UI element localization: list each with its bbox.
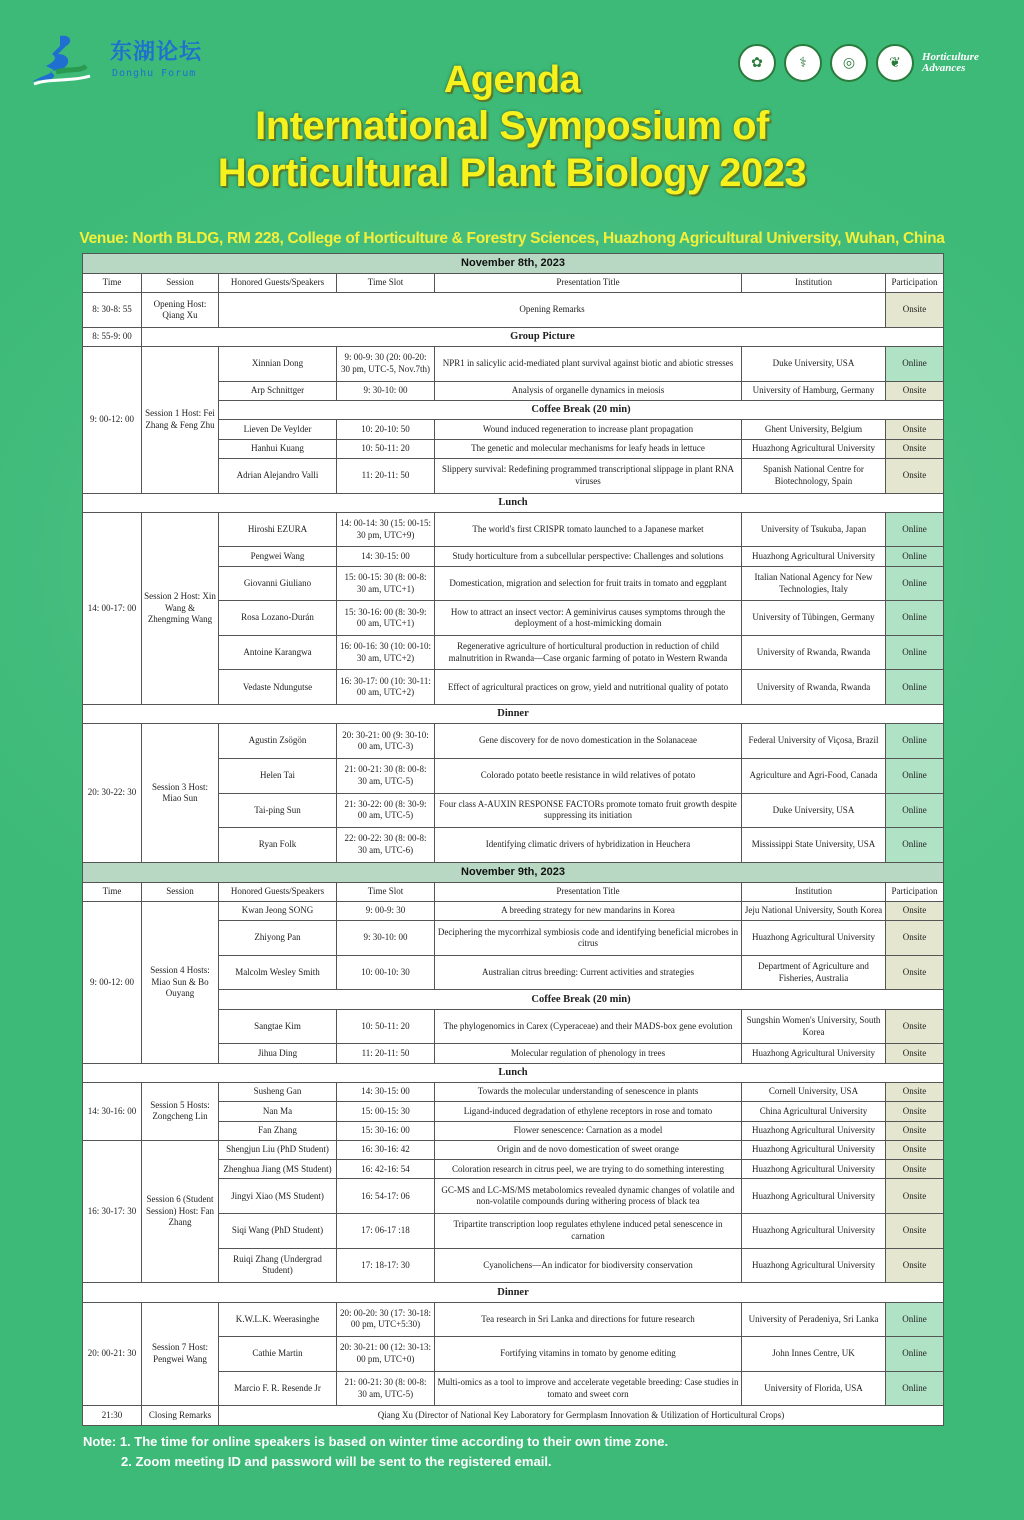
presentation-title: The phylogenomics in Carex (Cyperaceae) and their MADS-box gene evolution bbox=[435, 1009, 742, 1044]
institution: Ghent University, Belgium bbox=[742, 420, 886, 439]
time-cell: 21:30 bbox=[83, 1406, 142, 1426]
day-date: November 9th, 2023 bbox=[83, 862, 944, 882]
presentation-title: GC-MS and LC-MS/MS metabolomics revealed dynamic changes of volatile and non-volatile compounds during withering process of black tea bbox=[435, 1179, 742, 1214]
institution: Department of Agriculture and Fisheries, Australia bbox=[742, 955, 886, 990]
time-slot: 14: 30-15: 00 bbox=[337, 547, 435, 566]
speaker-name: Tai-ping Sun bbox=[219, 793, 337, 828]
institution: Jeju National University, South Korea bbox=[742, 902, 886, 921]
speaker-name: Pengwei Wang bbox=[219, 547, 337, 566]
institution: Huazhong Agricultural University bbox=[742, 547, 886, 566]
column-header: Participation bbox=[886, 882, 944, 901]
presentation-title: Wound induced regeneration to increase plant propagation bbox=[435, 420, 742, 439]
participation-badge: Onsite bbox=[886, 420, 944, 439]
presentation-title: Flower senescence: Carnation as a model bbox=[435, 1121, 742, 1140]
speaker-name: Nan Ma bbox=[219, 1102, 337, 1121]
participation-badge: Onsite bbox=[886, 293, 944, 328]
time-slot: 16: 30-17: 00 (10: 30-11: 00 am, UTC+2) bbox=[337, 670, 435, 705]
break-label: Coffee Break (20 min) bbox=[219, 990, 944, 1009]
speaker-name: Susheng Gan bbox=[219, 1082, 337, 1101]
notes bbox=[83, 1432, 943, 1482]
participation-badge: Onsite bbox=[886, 1082, 944, 1101]
venue: Venue: North BLDG, RM 228, College of Horticulture & Forestry Sciences, Huazhong Agricultural University, Wuhan, China bbox=[79, 230, 945, 247]
institution: University of Peradeniya, Sri Lanka bbox=[742, 1302, 886, 1337]
presentation-title: The genetic and molecular mechanisms for leafy heads in lettuce bbox=[435, 439, 742, 458]
session-time-cell: 14: 00-17: 00 bbox=[83, 512, 142, 704]
institution: Huazhong Agricultural University bbox=[742, 1121, 886, 1140]
logo-english-text: Donghu Forum bbox=[112, 68, 197, 79]
institution: University of Tübingen, Germany bbox=[742, 601, 886, 636]
presentation-title: Tripartite transcription loop regulates ethylene induced petal senescence in carnation bbox=[435, 1214, 742, 1249]
speaker-name: Fan Zhang bbox=[219, 1121, 337, 1140]
participation-badge: Onsite bbox=[886, 921, 944, 956]
time-slot: 20: 30-21: 00 (9: 30-10: 00 am, UTC-3) bbox=[337, 724, 435, 759]
title-line-3: Horticultural Plant Biology 2023 bbox=[217, 151, 807, 195]
speaker-name: Antoine Karangwa bbox=[219, 635, 337, 670]
session-name-cell: Session 1 Host: Fei Zhang & Feng Zhu bbox=[142, 347, 219, 493]
university-seal-icon: ✿ bbox=[738, 44, 776, 82]
participation-badge: Onsite bbox=[886, 1121, 944, 1140]
opening-row bbox=[83, 293, 944, 328]
closing-label: Qiang Xu (Director of National Key Laboratory for Germplasm Innovation & Utilization of Horticultural Crops) bbox=[219, 1406, 944, 1426]
talk-row bbox=[83, 1082, 944, 1101]
closing-row bbox=[83, 1406, 944, 1426]
time-slot: 16: 42-16: 54 bbox=[337, 1160, 435, 1179]
title-agenda: Agenda bbox=[443, 59, 581, 101]
institution: University of Rwanda, Rwanda bbox=[742, 635, 886, 670]
talk-row bbox=[83, 1140, 944, 1159]
speaker-name: Agustin Zsögön bbox=[219, 724, 337, 759]
presentation-title: Deciphering the mycorrhizal symbiosis code and identifying beneficial microbes in citrus bbox=[435, 921, 742, 956]
column-header: Time bbox=[83, 273, 142, 292]
speaker-name: Shengjun Liu (PhD Student) bbox=[219, 1140, 337, 1159]
break-row bbox=[83, 327, 944, 346]
presentation-title: Regenerative agriculture of horticultural production in reduction of child malnutrition in Rwanda—Case organic farming of potato in Western Rwanda bbox=[435, 635, 742, 670]
speaker-name: Adrian Alejandro Valli bbox=[219, 458, 337, 493]
column-header: Session bbox=[142, 273, 219, 292]
institution: Huazhong Agricultural University bbox=[742, 1214, 886, 1249]
column-header: Presentation Title bbox=[435, 273, 742, 292]
session-name-cell: Session 2 Host: Xin Wang & Zhengming Wang bbox=[142, 512, 219, 704]
session-name-cell: Session 6 (Student Session) Host: Fan Zhang bbox=[142, 1140, 219, 1282]
session-time-cell: 14: 30-16: 00 bbox=[83, 1082, 142, 1140]
time-slot: 9: 00-9: 30 (20: 00-20: 30 pm, UTC-5, Nov.7th) bbox=[337, 347, 435, 382]
time-slot: 14: 30-15: 00 bbox=[337, 1082, 435, 1101]
participation-badge: Online bbox=[886, 547, 944, 566]
participation-badge: Onsite bbox=[886, 1214, 944, 1249]
session-time-cell: 20: 30-22: 30 bbox=[83, 724, 142, 862]
participation-badge: Onsite bbox=[886, 1009, 944, 1044]
participation-badge: Online bbox=[886, 512, 944, 547]
speaker-name: Kwan Jeong SONG bbox=[219, 902, 337, 921]
time-slot: 15: 30-16: 00 (8: 30-9: 00 am, UTC+1) bbox=[337, 601, 435, 636]
presentation-title: Multi-omics as a tool to improve and accelerate vegetable breeding: Case studies in tomato and sweet corn bbox=[435, 1371, 742, 1406]
agenda-table-wrapper bbox=[82, 253, 943, 1426]
presentation-title: Ligand-induced degradation of ethylene receptors in rose and tomato bbox=[435, 1102, 742, 1121]
institution: Mississippi State University, USA bbox=[742, 828, 886, 863]
institution: Huazhong Agricultural University bbox=[742, 1160, 886, 1179]
session-name-cell: Session 3 Host: Miao Sun bbox=[142, 724, 219, 862]
time-slot: 17: 18-17: 30 bbox=[337, 1248, 435, 1283]
note-2: 2. Zoom meeting ID and password will be sent to the registered email. bbox=[121, 1454, 552, 1469]
institution: Agriculture and Agri-Food, Canada bbox=[742, 758, 886, 793]
session-cell: Closing Remarks bbox=[142, 1406, 219, 1426]
break-label: Group Picture bbox=[142, 327, 944, 346]
session-name-cell: Session 7 Host: Pengwei Wang bbox=[142, 1302, 219, 1406]
presentation-title: Gene discovery for de novo domestication in the Solanaceae bbox=[435, 724, 742, 759]
presentation-title: Colorado potato beetle resistance in wild relatives of potato bbox=[435, 758, 742, 793]
participation-badge: Online bbox=[886, 758, 944, 793]
participation-badge: Onsite bbox=[886, 458, 944, 493]
break-label: Coffee Break (20 min) bbox=[219, 401, 944, 420]
institution: University of Tsukuba, Japan bbox=[742, 512, 886, 547]
break-row bbox=[83, 1063, 944, 1082]
time-slot: 9: 00-9: 30 bbox=[337, 902, 435, 921]
speaker-name: Cathie Martin bbox=[219, 1337, 337, 1372]
speaker-name: Malcolm Wesley Smith bbox=[219, 955, 337, 990]
presentation-title: Molecular regulation of phenology in trees bbox=[435, 1044, 742, 1063]
institution: Sungshin Women's University, South Korea bbox=[742, 1009, 886, 1044]
break-label: Lunch bbox=[83, 493, 944, 512]
session-time-cell: 20: 00-21: 30 bbox=[83, 1302, 142, 1406]
column-header: Institution bbox=[742, 882, 886, 901]
speaker-name: Jihua Ding bbox=[219, 1044, 337, 1063]
institution: Huazhong Agricultural University bbox=[742, 1140, 886, 1159]
institution: Huazhong Agricultural University bbox=[742, 1044, 886, 1063]
time-slot: 21: 00-21: 30 (8: 00-8: 30 am, UTC-5) bbox=[337, 758, 435, 793]
speaker-name: Siqi Wang (PhD Student) bbox=[219, 1214, 337, 1249]
dna-seal-icon: ⚕ bbox=[784, 44, 822, 82]
institution: University of Florida, USA bbox=[742, 1371, 886, 1406]
time-slot: 20: 30-21: 00 (12: 30-13: 00 pm, UTC+0) bbox=[337, 1337, 435, 1372]
participation-badge: Online bbox=[886, 566, 944, 601]
institution: University of Rwanda, Rwanda bbox=[742, 670, 886, 705]
presentation-title: Effect of agricultural practices on grow, yield and nutritional quality of potato bbox=[435, 670, 742, 705]
presentation-title: Identifying climatic drivers of hybridization in Heuchera bbox=[435, 828, 742, 863]
time-slot: 15: 30-16: 00 bbox=[337, 1121, 435, 1140]
horticulture-advances-logo-icon: ❦ bbox=[876, 44, 914, 82]
participation-badge: Online bbox=[886, 828, 944, 863]
talk-row bbox=[83, 902, 944, 921]
time-slot: 11: 20-11: 50 bbox=[337, 458, 435, 493]
session-time-cell: 9: 00-12: 00 bbox=[83, 902, 142, 1064]
speaker-name: Arp Schnittger bbox=[219, 381, 337, 400]
column-header: Participation bbox=[886, 273, 944, 292]
participation-badge: Onsite bbox=[886, 381, 944, 400]
speaker-name: Jingyi Xiao (MS Student) bbox=[219, 1179, 337, 1214]
presentation-title: Fortifying vitamins in tomato by genome editing bbox=[435, 1337, 742, 1372]
time-slot: 9: 30-10: 00 bbox=[337, 381, 435, 400]
presentation-title: Cyanolichens—An indicator for biodiversity conservation bbox=[435, 1248, 742, 1283]
day-header-row bbox=[83, 862, 944, 882]
talk-row bbox=[83, 512, 944, 547]
institute-seal-icon: ◎ bbox=[830, 44, 868, 82]
presentation-title: Study horticulture from a subcellular perspective: Challenges and solutions bbox=[435, 547, 742, 566]
session-cell: Opening Host: Qiang Xu bbox=[142, 293, 219, 328]
speaker-name: Xinnian Dong bbox=[219, 347, 337, 382]
speaker-name: Ryan Folk bbox=[219, 828, 337, 863]
time-slot: 11: 20-11: 50 bbox=[337, 1044, 435, 1063]
time-slot: 10: 20-10: 50 bbox=[337, 420, 435, 439]
column-header: Honored Guests/Speakers bbox=[219, 882, 337, 901]
speaker-name: Sangtae Kim bbox=[219, 1009, 337, 1044]
column-header: Time Slot bbox=[337, 882, 435, 901]
participation-badge: Onsite bbox=[886, 955, 944, 990]
presentation-title: NPR1 in salicylic acid-mediated plant survival against biotic and abiotic stresses bbox=[435, 347, 742, 382]
title-line-2: International Symposium of bbox=[255, 104, 769, 148]
participation-badge: Online bbox=[886, 1337, 944, 1372]
session-name-cell: Session 5 Hosts: Zongcheng Lin bbox=[142, 1082, 219, 1140]
time-slot: 16: 54-17: 06 bbox=[337, 1179, 435, 1214]
column-header: Institution bbox=[742, 273, 886, 292]
agenda-table bbox=[82, 253, 944, 1426]
presentation-title: Towards the molecular understanding of senescence in plants bbox=[435, 1082, 742, 1101]
time-slot: 21: 00-21: 30 (8: 00-8: 30 am, UTC-5) bbox=[337, 1371, 435, 1406]
column-header: Honored Guests/Speakers bbox=[219, 273, 337, 292]
break-label: Lunch bbox=[83, 1063, 944, 1082]
speaker-name: Hanhui Kuang bbox=[219, 439, 337, 458]
session-name-cell: Session 4 Hosts: Miao Sun & Bo Ouyang bbox=[142, 902, 219, 1064]
institution: China Agricultural University bbox=[742, 1102, 886, 1121]
participation-badge: Online bbox=[886, 1302, 944, 1337]
institution: University of Hamburg, Germany bbox=[742, 381, 886, 400]
speaker-name: Rosa Lozano-Durán bbox=[219, 601, 337, 636]
time-slot: 10: 00-10: 30 bbox=[337, 955, 435, 990]
presentation-title: A breeding strategy for new mandarins in Korea bbox=[435, 902, 742, 921]
time-slot: 16: 30-16: 42 bbox=[337, 1140, 435, 1159]
column-header: Time bbox=[83, 882, 142, 901]
participation-badge: Online bbox=[886, 347, 944, 382]
column-header: Presentation Title bbox=[435, 882, 742, 901]
speaker-name: Marcio F. R. Resende Jr bbox=[219, 1371, 337, 1406]
logo-chinese-text: 东湖论坛 bbox=[110, 40, 203, 65]
day-header-row bbox=[83, 254, 944, 274]
participation-badge: Onsite bbox=[886, 1160, 944, 1179]
presentation-title: Origin and de novo domestication of sweet orange bbox=[435, 1140, 742, 1159]
opening-label: Opening Remarks bbox=[219, 293, 886, 328]
speaker-name: Zhenghua Jiang (MS Student) bbox=[219, 1160, 337, 1179]
time-slot: 17: 06-17 :18 bbox=[337, 1214, 435, 1249]
participation-badge: Onsite bbox=[886, 1044, 944, 1063]
column-header: Session bbox=[142, 882, 219, 901]
institution: Duke University, USA bbox=[742, 347, 886, 382]
institution: Italian National Agency for New Technologies, Italy bbox=[742, 566, 886, 601]
time-cell: 8: 30-8: 55 bbox=[83, 293, 142, 328]
column-header-row bbox=[83, 882, 944, 901]
speaker-name: Giovanni Giuliano bbox=[219, 566, 337, 601]
agenda-content bbox=[82, 253, 943, 1482]
time-slot: 22: 00-22: 30 (8: 00-8: 30 am, UTC-6) bbox=[337, 828, 435, 863]
time-slot: 15: 00-15: 30 (8: 00-8: 30 am, UTC+1) bbox=[337, 566, 435, 601]
institution: Cornell University, USA bbox=[742, 1082, 886, 1101]
note-1: Note: 1. The time for online speakers is based on winter time according to their own time zone. bbox=[83, 1434, 669, 1449]
presentation-title: Four class A-AUXIN RESPONSE FACTORs promote tomato fruit growth despite suppressing its initiation bbox=[435, 793, 742, 828]
session-time-cell: 9: 00-12: 00 bbox=[83, 347, 142, 493]
institution: Spanish National Centre for Biotechnology, Spain bbox=[742, 458, 886, 493]
speaker-name: K.W.L.K. Weerasinghe bbox=[219, 1302, 337, 1337]
participation-badge: Onsite bbox=[886, 1248, 944, 1283]
session-time-cell: 16: 30-17: 30 bbox=[83, 1140, 142, 1282]
horticulture-advances-text: Horticulture Advances bbox=[922, 51, 979, 74]
presentation-title: Slippery survival: Redefining programmed transcriptional slippage in plant RNA viruses bbox=[435, 458, 742, 493]
time-slot: 14: 00-14: 30 (15: 00-15: 30 pm, UTC+9) bbox=[337, 512, 435, 547]
presentation-title: Coloration research in citrus peel, we are trying to do something interesting bbox=[435, 1160, 742, 1179]
talk-row bbox=[83, 724, 944, 759]
time-slot: 10: 50-11: 20 bbox=[337, 439, 435, 458]
institution: Huazhong Agricultural University bbox=[742, 439, 886, 458]
speaker-name: Vedaste Ndungutse bbox=[219, 670, 337, 705]
presentation-title: Tea research in Sri Lanka and directions for future research bbox=[435, 1302, 742, 1337]
participation-badge: Online bbox=[886, 601, 944, 636]
speaker-name: Helen Tai bbox=[219, 758, 337, 793]
participation-badge: Online bbox=[886, 724, 944, 759]
speaker-name: Ruiqi Zhang (Undergrad Student) bbox=[219, 1248, 337, 1283]
break-label: Dinner bbox=[83, 1283, 944, 1302]
break-label: Dinner bbox=[83, 705, 944, 724]
time-cell: 8: 55-9: 00 bbox=[83, 327, 142, 346]
time-slot: 10: 50-11: 20 bbox=[337, 1009, 435, 1044]
talk-row bbox=[83, 1302, 944, 1337]
talk-row bbox=[83, 347, 944, 382]
participation-badge: Onsite bbox=[886, 439, 944, 458]
speaker-name: Lieven De Veylder bbox=[219, 420, 337, 439]
break-row bbox=[83, 1283, 944, 1302]
break-row bbox=[83, 493, 944, 512]
participation-badge: Onsite bbox=[886, 1179, 944, 1214]
participation-badge: Onsite bbox=[886, 1140, 944, 1159]
break-row bbox=[83, 705, 944, 724]
institution: John Innes Centre, UK bbox=[742, 1337, 886, 1372]
speaker-name: Zhiyong Pan bbox=[219, 921, 337, 956]
participation-badge: Onsite bbox=[886, 1102, 944, 1121]
participation-badge: Online bbox=[886, 793, 944, 828]
institution: Federal University of Viçosa, Brazil bbox=[742, 724, 886, 759]
day-date: November 8th, 2023 bbox=[83, 254, 944, 274]
speaker-name: Hiroshi EZURA bbox=[219, 512, 337, 547]
column-header: Time Slot bbox=[337, 273, 435, 292]
institution: Huazhong Agricultural University bbox=[742, 921, 886, 956]
participation-badge: Online bbox=[886, 1371, 944, 1406]
institution: Huazhong Agricultural University bbox=[742, 1179, 886, 1214]
time-slot: 21: 30-22: 00 (8: 30-9: 00 am, UTC-5) bbox=[337, 793, 435, 828]
participation-badge: Onsite bbox=[886, 902, 944, 921]
institution: Duke University, USA bbox=[742, 793, 886, 828]
time-slot: 15: 00-15: 30 bbox=[337, 1102, 435, 1121]
time-slot: 9: 30-10: 00 bbox=[337, 921, 435, 956]
presentation-title: How to attract an insect vector: A geminivirus causes symptoms through the deployment of a host-mimicking domain bbox=[435, 601, 742, 636]
presentation-title: Australian citrus breeding: Current activities and strategies bbox=[435, 955, 742, 990]
time-slot: 16: 00-16: 30 (10: 00-10: 30 am, UTC+2) bbox=[337, 635, 435, 670]
presentation-title: The world's first CRISPR tomato launched to a Japanese market bbox=[435, 512, 742, 547]
participation-badge: Online bbox=[886, 670, 944, 705]
institution: Huazhong Agricultural University bbox=[742, 1248, 886, 1283]
presentation-title: Domestication, migration and selection for fruit traits in tomato and eggplant bbox=[435, 566, 742, 601]
participation-badge: Online bbox=[886, 635, 944, 670]
time-slot: 20: 00-20: 30 (17: 30-18: 00 pm, UTC+5:30) bbox=[337, 1302, 435, 1337]
column-header-row bbox=[83, 273, 944, 292]
presentation-title: Analysis of organelle dynamics in meiosis bbox=[435, 381, 742, 400]
